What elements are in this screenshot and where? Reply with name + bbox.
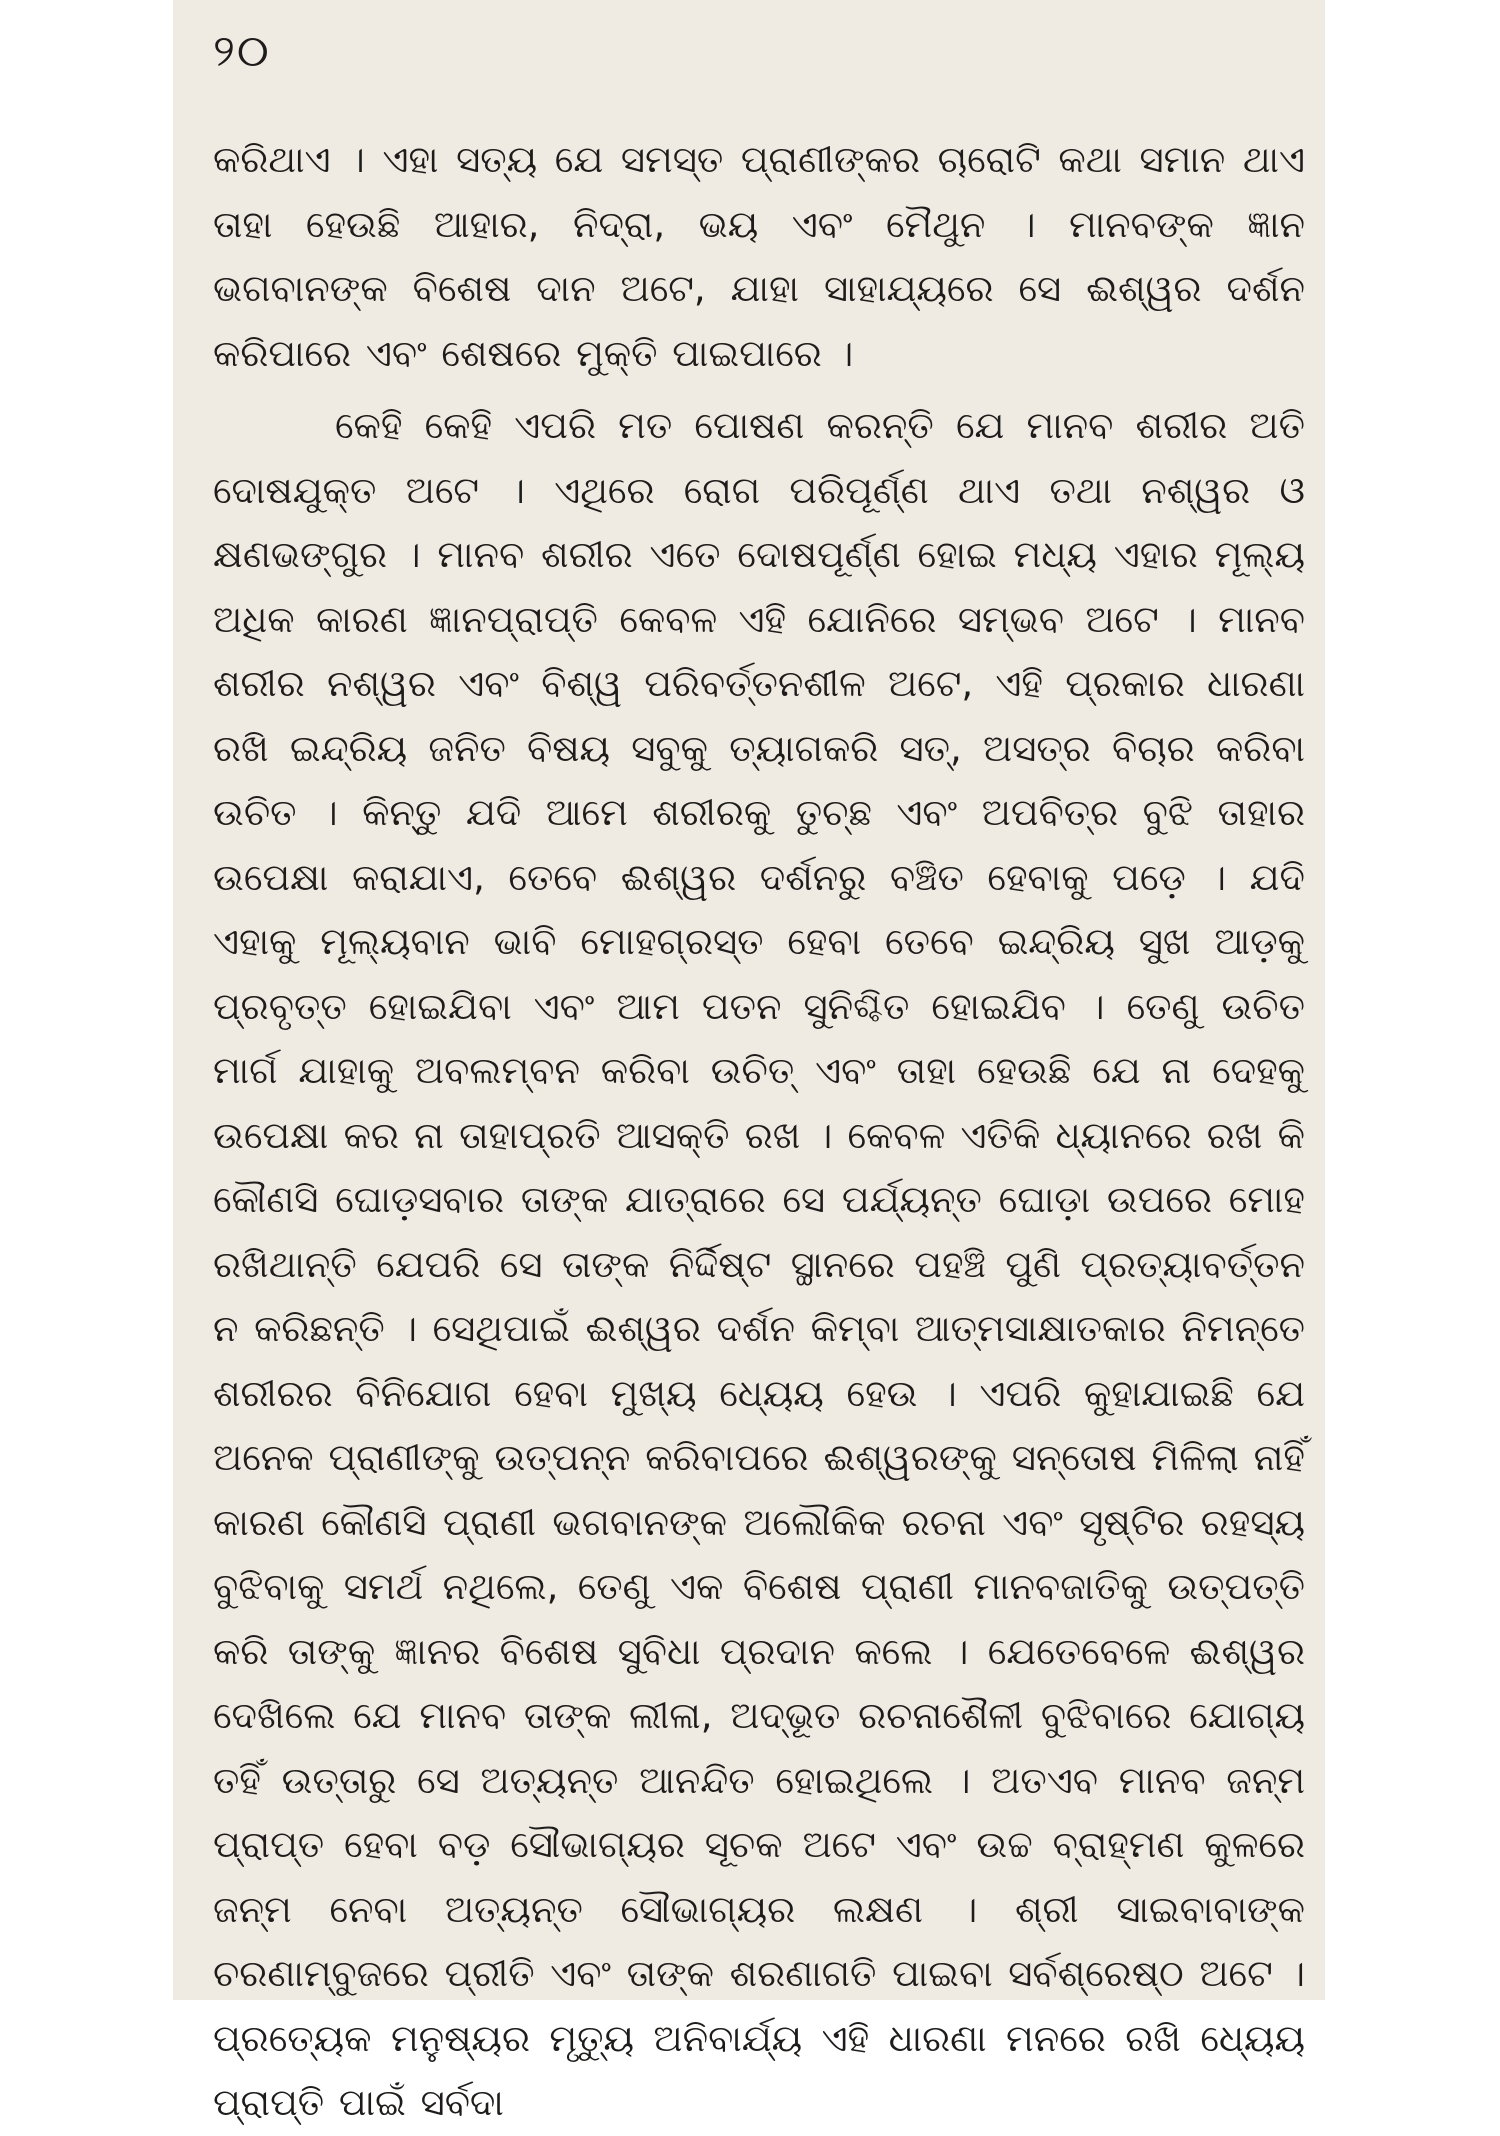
paragraph-continuation: କରିଥାଏ । ଏହା ସତ୍ୟ ଯେ ସମସ୍ତ ପ୍ରାଣୀଙ୍କର ଚାରୋଟି କଥା ସମାନ ଥାଏ ତାହା ହେଉଛି ଆହାର, ନିଦ୍ରା, ଭୟ ଏବଂ ମୈଥୁନ । ମାନବଙ୍କ ଜ୍ଞାନ ଭଗବାନଙ୍କ ବିଶେଷ ଦାନ ଅଟେ, ଯାହା ସାହାଯ୍ୟରେ ସେ ଈଶ୍ୱର ଦର୍ଶନ କରିପାରେ ଏବଂ ଶେଷରେ ମୁକ୍ତି ପାଇପାରେ । [213,138,1305,375]
page-number: ୨୦ [213,26,271,77]
book-page [173,0,1325,2124]
paragraph-body: କେହି କେହି ଏପରି ମତ ପୋଷଣ କରନ୍ତି ଯେ ମାନବ ଶରୀର ଅତି ଦୋଷଯୁକ୍ତ ଅଟେ । ଏଥିରେ ରୋଗ ପରିପୂର୍ଣ୍ଣ ଥାଏ ତଥା ନଶ୍ୱର ଓ କ୍ଷଣଭଙ୍ଗୁର । ମାନବ ଶରୀର ଏତେ ଦୋଷପୂର୍ଣ୍ଣ ହୋଇ ମଧ୍ୟ ଏହାର ମୂଲ୍ୟ ଅଧିକ କାରଣ ଜ୍ଞାନପ୍ରାପ୍ତି କେବଳ ଏହି ଯୋନିରେ ସମ୍ଭବ ଅଟେ । ମାନବ ଶରୀର ନଶ୍ୱର ଏବଂ ବିଶ୍ୱ ପରିବର୍ତ୍ତନଶୀଳ ଅଟେ, ଏହି ପ୍ରକାର ଧାରଣା ରଖି ଇନ୍ଦ୍ରିୟ ଜନିତ ବିଷୟ ସବୁକୁ ତ୍ୟାଗକରି ସତ୍, ଅସତ୍‌ର ବିଚାର କରିବା ଉଚିତ । କିନ୍ତୁ ଯଦି ଆମେ ଶରୀରକୁ ତୁଚ୍ଛ ଏବଂ ଅପବିତ୍ର ବୁଝି ତାହାର ଉପେକ୍ଷା କରାଯାଏ, ତେବେ ଈଶ୍ୱର ଦର୍ଶନରୁ ବଞ୍ଚିତ ହେବାକୁ ପଡ଼େ । ଯଦି ଏହାକୁ ମୂଲ୍ୟବାନ ଭାବି ମୋହଗ୍ରସ୍ତ ହେବା ତେବେ ଇନ୍ଦ୍ରିୟ ସୁଖ ଆଡ଼କୁ ପ୍ରବୃତ୍ତ ହୋଇଯିବା ଏବଂ ଆମ ପତନ ସୁନିଶ୍ଚିତ ହୋଇଯିବ । ତେଣୁ ଉଚିତ ମାର୍ଗ ଯାହାକୁ ଅବଲମ୍ବନ କରିବା ଉଚିତ୍ ଏବଂ ତାହା ହେଉଛି ଯେ ନା ଦେହକୁ ଉପେକ୍ଷା କର ନା ତାହାପ୍ରତି ଆସକ୍ତି ରଖ । କେବଳ ଏତିକି ଧ୍ୟାନରେ ରଖ କି କୌଣସି ଘୋଡ଼ସବାର ତାଙ୍କ ଯାତ୍ରାରେ ସେ ପର୍ଯ୍ୟନ୍ତ ଘୋଡ଼ା ଉପରେ ମୋହ ରଖିଥାନ୍ତି ଯେପରି ସେ ତାଙ୍କ ନିର୍ଦ୍ଦିଷ୍ଟ ସ୍ଥାନରେ ପହଞ୍ଚି ପୁଣି ପ୍ରତ୍ୟାବର୍ତ୍ତନ ନ କରିଛନ୍ତି । ସେଥିପାଇଁ ଈଶ୍ୱର ଦର୍ଶନ କିମ୍ବା ଆତ୍ମସାକ୍ଷାତକାର ନିମନ୍ତେ ଶରୀରର ବିନିଯୋଗ ହେବା ମୁଖ୍ୟ ଧ୍ୟେୟ ହେଉ । ଏପରି କୁହାଯାଇଛି ଯେ ଅନେକ ପ୍ରାଣୀଙ୍କୁ ଉତ୍ପନ୍ନ କରିବାପରେ ଈଶ୍ୱରଙ୍କୁ ସନ୍ତୋଷ ମିଳିଲା ନାହିଁ କାରଣ କୌଣସି ପ୍ରାଣୀ ଭଗବାନଙ୍କ ଅଲୌକିକ ରଚନା ଏବଂ ସୃଷ୍ଟିର ରହସ୍ୟ ବୁଝିବାକୁ ସମର୍ଥ ନଥିଲେ, ତେଣୁ ଏକ ବିଶେଷ ପ୍ରାଣୀ ମାନବଜାତିକୁ ଉତ୍ପତ୍ତି କରି ତାଙ୍କୁ ଜ୍ଞାନର ବିଶେଷ ସୁବିଧା ପ୍ରଦାନ କଲେ । ଯେତେବେଳେ ଈଶ୍ୱର ଦେଖିଲେ ଯେ ମାନବ ତାଙ୍କ ଲୀଳା, ଅଦ୍‌ଭୂତ ରଚନାଶୈଳୀ ବୁଝିବାରେ ଯୋଗ୍ୟ ତହିଁ ଉତ୍ତାରୁ ସେ ଅତ୍ୟନ୍ତ ଆନନ୍ଦିତ ହୋଇଥିଲେ । ଅତଏବ ମାନବ ଜନ୍ମ ପ୍ରାପ୍ତ ହେବା ବଡ଼ ସୌଭାଗ୍ୟର ସୂଚକ ଅଟେ ଏବଂ ଉଚ୍ଚ ବ୍ରାହ୍ମଣ କୁଳରେ ଜନ୍ମ ନେବା ଅତ୍ୟନ୍ତ ସୌଭାଗ୍ୟର ଲକ୍ଷଣ । ଶ୍ରୀ ସାଇବାବାଙ୍କ ଚରଣାମ୍ବୁଜରେ ପ୍ରୀତି ଏବଂ ତାଙ୍କ ଶରଣାଗତି ପାଇବା ସର୍ବଶ୍ରେଷ୍ଠ ଅଟେ । ପ୍ରତ୍ୟେକ ମନୁଷ୍ୟର ମୃତ୍ୟୁ ଅନିବାର୍ଯ୍ୟ ଏହି ଧାରଣା ମନରେ ରଖି ଧ୍ୟେୟ ପ୍ରାପ୍ତି ପାଇଁ ସର୍ବଦା [213,404,1305,2124]
